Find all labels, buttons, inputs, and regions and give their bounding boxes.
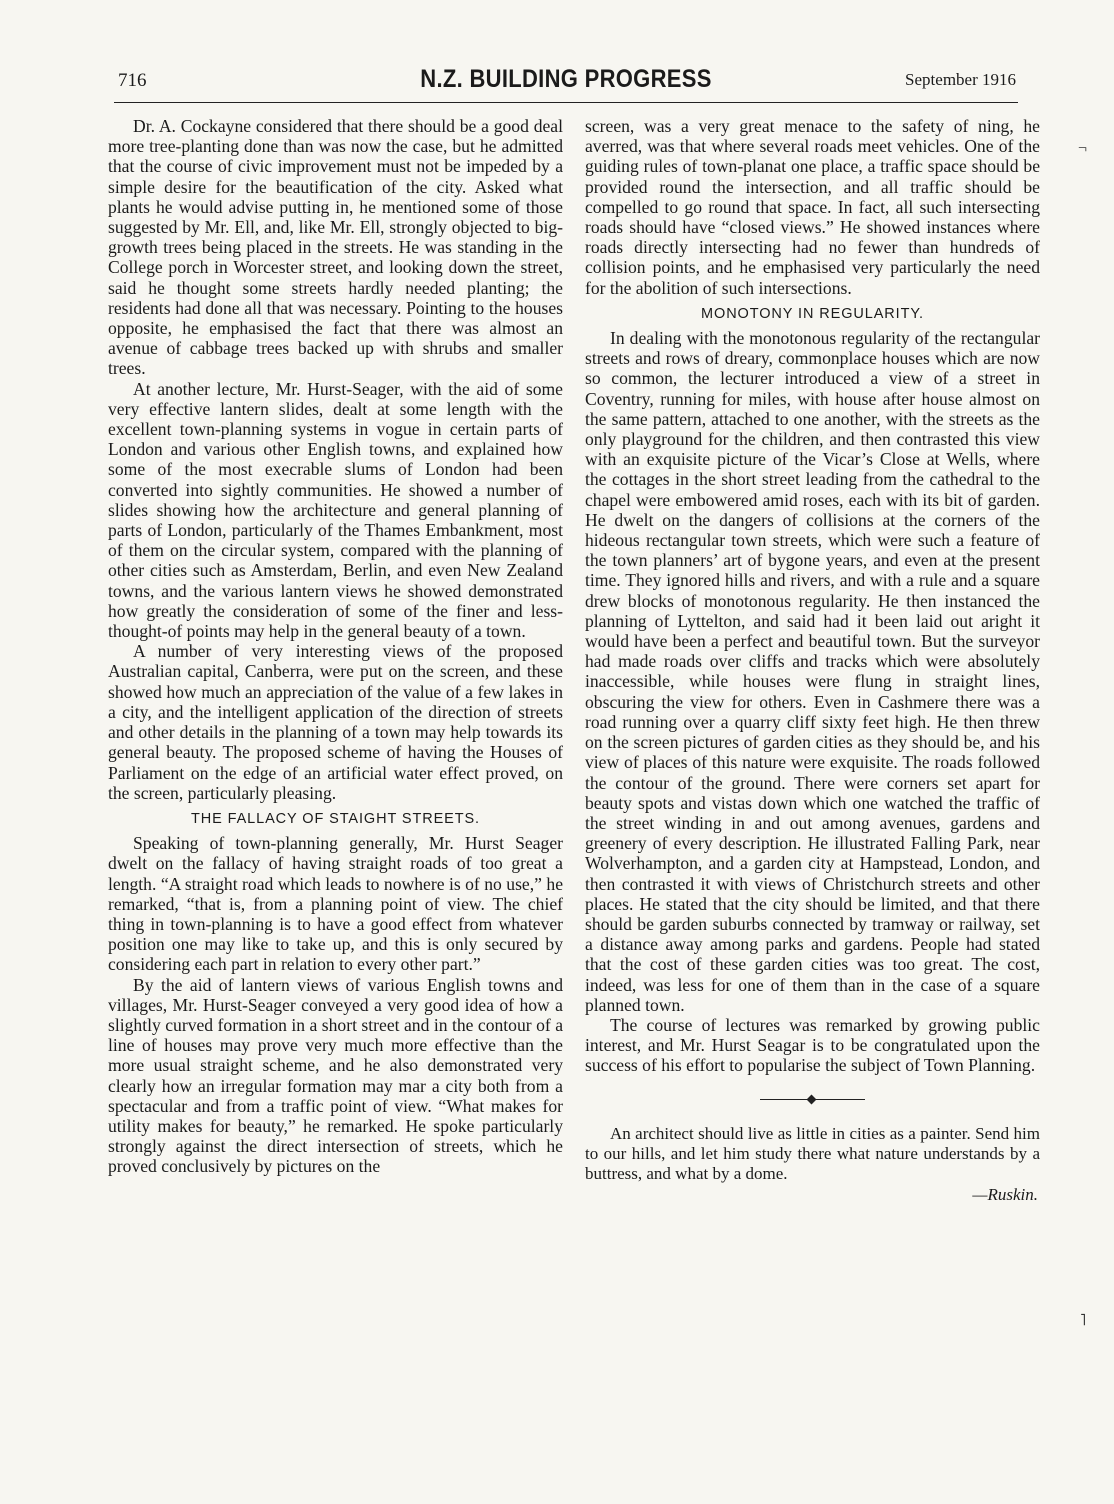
issue-date: September 1916: [905, 70, 1016, 89]
page-number: 716: [118, 70, 147, 91]
epigraph: [585, 1124, 1040, 1205]
section-divider-ornament: [760, 1094, 865, 1106]
paragraph: The course of lectures was remarked by growing public interest, and Mr. Hurst Seagar is to be congratulated upon the success of his effort to popularise the subject of Town Planning.: [585, 1014, 1040, 1076]
page-header: [114, 66, 1018, 103]
paragraph: By the aid of lantern views of various English towns and villages, Mr. Hurst-Seager conveyed a very good idea of how a slightly curved formation in a short street and in the contour of a line of houses may prove very much more effective than the more usual straight scheme, and he also demonstrated very clearly how an irregular formation may mar a city both from a spectacular and from a traffic point of view. “What makes for utility makes for beauty,” he remarked. He spoke particularly strongly against the direct intersection of streets, which he proved conclusively by pictures on the: [108, 974, 563, 1177]
divider-diamond-icon: [807, 1094, 817, 1104]
paragraph: A number of very interesting views of the proposed Australian capital, Canberra, were put on the screen, and these showed how much an appreciation of the value of a few lakes in a city, and the intelligent application of the direction of streets and other details in the planning of a town may help towards its general beauty. The proposed scheme of having the Houses of Parliament on the edge of an artificial water effect proved, on the screen, particularly pleasing.: [108, 641, 563, 803]
right-column: [585, 116, 1040, 1205]
paragraph: In dealing with the monotonous regularity of the rectangular streets and rows of dreary, commonplace houses which are now so common, the lecturer introduced a view of a street in Coventry, running for miles, with house after house almost on the same pattern, attached to one another, with the streets as the only playground for the children, and then contrasted this view with an exquisite picture of the Vicar’s Close at Wells, where the cottages in the short street leading from the cathedral to the chapel were embowered amid roses, each with its bit of garden. He dwelt on the dangers of collisions at the corners of the hideous rectangular town streets, which were such a feature of the town planners’ art of bygone years, and even at the present time. They ignored hills and rivers, and with a rule and a square drew blocks of monotonous regularity. He then instanced the planning of Lyttelton, and said had it been laid out aright it would have been a perfect and beautiful town. But the surveyor had made roads over cliffs and tracks which were absolutely inaccessible, while houses were flung in straight lines, obscuring the view for others. Even in Cashmere there was a road running over a quarry cliff sixty feet high. He then threw on the screen pictures of garden cities as they should be, and his view of places of this nature were exquisite. The roads followed the contour of the ground. There were corners set apart for beauty spots and vistas down which one watched the traffic of the street winding in and out among avenues, gardens and greenery of every description. He illustrated Falling Park, near Wolverhampton, and a garden city at Hampstead, London, and then contrasted it with views of Christchurch streets and other places. He stated that the city should be limited, and that there should be garden suburbs connected by tramway or railway, set a distance away among parks and gardens. People had stated that the cost of these garden cities was too great. The cost, indeed, was less for one of them than in the case of a square planned town.: [585, 328, 1040, 1015]
paragraph: At another lecture, Mr. Hurst-Seager, with the aid of some very effective lantern slides, dealt at some length with the excellent town-planning systems in vogue in certain parts of London and various other English towns, and explained how some of the most execrable slums of London had been converted into sightly communities. He showed a number of slides showing how the architecture and general planning of parts of London, particularly of the Thames Embankment, most of them on the circular system, compared with the planning of other cities such as Amsterdam, Berlin, and even New Zealand towns, and the various lantern views he showed demonstrated how greatly the consideration of some of the finer and less-thought-of points may help in the general beauty of a town.: [108, 378, 563, 642]
left-column: [108, 116, 563, 1177]
quote-attribution: —Ruskin.: [972, 1184, 1038, 1204]
margin-mark-icon: ˥: [1080, 1312, 1087, 1329]
paragraph: Speaking of town-planning generally, Mr. Hurst Seager dwelt on the fallacy of having straight roads of too great a length. “A straight road which leads to nowhere is of no use,” he remarked, “that is, from a planning point of view. The chief thing in town-planning is to have a good effect from whatever position one may like to take up, and this is only secured by considering each part in relation to every other part.”: [108, 833, 563, 975]
paragraph: Dr. A. Cockayne considered that there should be a good deal more tree-planting done than was now the case, but he admitted that the course of civic improvement must not be impeded by a simple desire for the beautification of the city. Asked what plants he would advise putting in, he mentioned some of those suggested by Mr. Ell, and, like Mr. Ell, strongly objected to big-growth trees being placed in the streets. He was standing in the College porch in Worcester street, and looking down the street, said he thought some streets hardly needed planting; the residents had done all that was necessary. Pointing to the houses opposite, he emphasised the fact that there was almost an avenue of cabbage trees backed up with shrubs and smaller trees.: [108, 116, 563, 379]
section-heading: MONOTONY IN REGULARITY.: [701, 305, 924, 322]
margin-mark-icon: ¬: [1078, 140, 1088, 157]
quote-text: An architect should live as little in cities as a painter. Send him to our hills, and let him study there what nature understands by a buttress, and what by a dome.: [585, 1123, 1040, 1183]
paragraph: screen, was a very great menace to the safety of ning, he averred, was that where several roads meet vehicles. One of the guiding rules of town-planat one place, a traffic space should be provided round the intersection, and all traffic should be compelled to go round that space. In fact, all such intersecting roads should have “closed views.” He showed instances where roads directly intersecting had no fewer than hundreds of collision points, and he emphasised very particularly the need for the abolition of such intersections.: [585, 116, 1040, 298]
section-heading: THE FALLACY OF STAIGHT STREETS.: [191, 810, 480, 827]
masthead-title: N.Z. BUILDING PROGRESS: [420, 64, 712, 93]
